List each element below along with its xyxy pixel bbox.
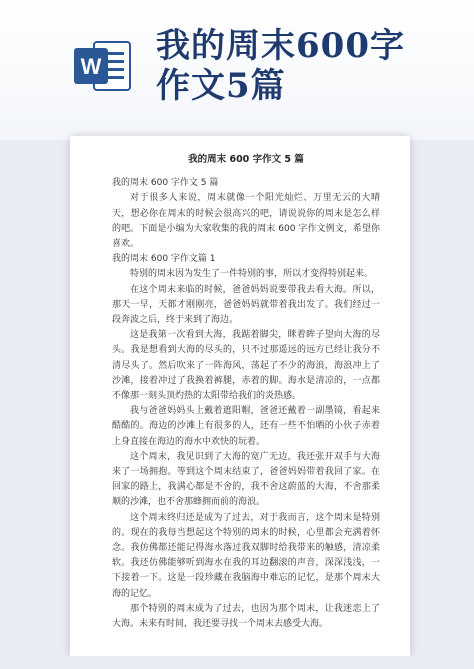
paragraph: 那个特别的周末成为了过去，也因为那个周末，让我迷恋上了大海。未来有时间，我还要寻找一个周末去感受大海。 <box>112 603 380 630</box>
word-icon-letter: W <box>80 54 102 79</box>
hero-title-line-1: 我的周末600字 <box>156 26 405 66</box>
hero-title-line-2: 作文5篇 <box>156 66 286 106</box>
paragraph: 我与爸爸妈妈头上戴着遮阳帽，爸爸还戴着一副墨镜，看起来酷酷的。海边的沙滩上有很多的人，还有一些不怕晒的小伙子赤着上身直接在海边的海水中欢快的玩着。 <box>112 406 380 447</box>
document-subtitle: 我的周末 600 字作文 5 篇 <box>112 178 219 189</box>
document-content <box>112 152 380 632</box>
intro-paragraph: 对于很多人来说，周末就像一个阳光灿烂、万里无云的大晴天，想必你在周末的时候会很高兴的吧，请说说你的周末是怎么样的吧。下面是小编为大家收集的我的周末 600 字作文例文，希望你喜欢。 <box>112 193 380 250</box>
paragraph: 这是我第一次看到大海，我踮着脚尖，眯着眸子望向大海的尽头。我是想看到大海的尽头的，只不过那遥远的远方已经让我分不清尽头了。然后吹来了一阵海风，荡起了不少的海浪，海浪冲上了沙滩，接着冲过了我换着裤腿，赤着的脚。海水是清凉的，一点都不像那一刻头顶灼热的太阳带给我们的炎热感。 <box>112 330 380 402</box>
hero-title <box>156 26 456 106</box>
paragraph: 在这个周末来临的时候，爸爸妈妈说要带我去看大海。所以，那天一早，天都才刚刚亮，爸爸妈妈就带着我出发了。我们经过一段奔波之后，终于来到了海边。 <box>112 284 380 326</box>
footer-band <box>0 656 474 669</box>
word-document-icon <box>72 36 134 96</box>
paragraph: 这个周末，我见识到了大海的宽广无边，我还张开双手与大海来了一场拥抱。等到这个周末结束了，爸爸妈妈带着我回了家。在回家的路上，我满心都是不舍的，我不舍这蔚蓝的大海，不舍那柔顺的沙滩，也不舍那蜂拥而前的海浪。 <box>112 451 380 508</box>
paragraph: 特别的周末因为发生了一件特别的事，所以才变得特别起来。 <box>130 269 374 280</box>
section-title: 我的周末 600 字作文篇 1 <box>112 254 216 265</box>
paragraph: 这个周末终归还是成为了过去，对于我而言，这个周末是特别的。现在的我每当想起这个特别的周末的时候，心里都会充满着怀念。我仿佛都还能记得海水落过我双脚时给我带来的触感，清凉柔软。我还仿佛能够听到海水在我的耳边翻滚的声音，深深浅浅，一下接着一下。这是一段珍藏在我脑海中难忘的记忆，是那个周末大海的记忆。 <box>112 512 380 599</box>
document-title: 我的周末 600 字作文 5 篇 <box>188 154 304 165</box>
